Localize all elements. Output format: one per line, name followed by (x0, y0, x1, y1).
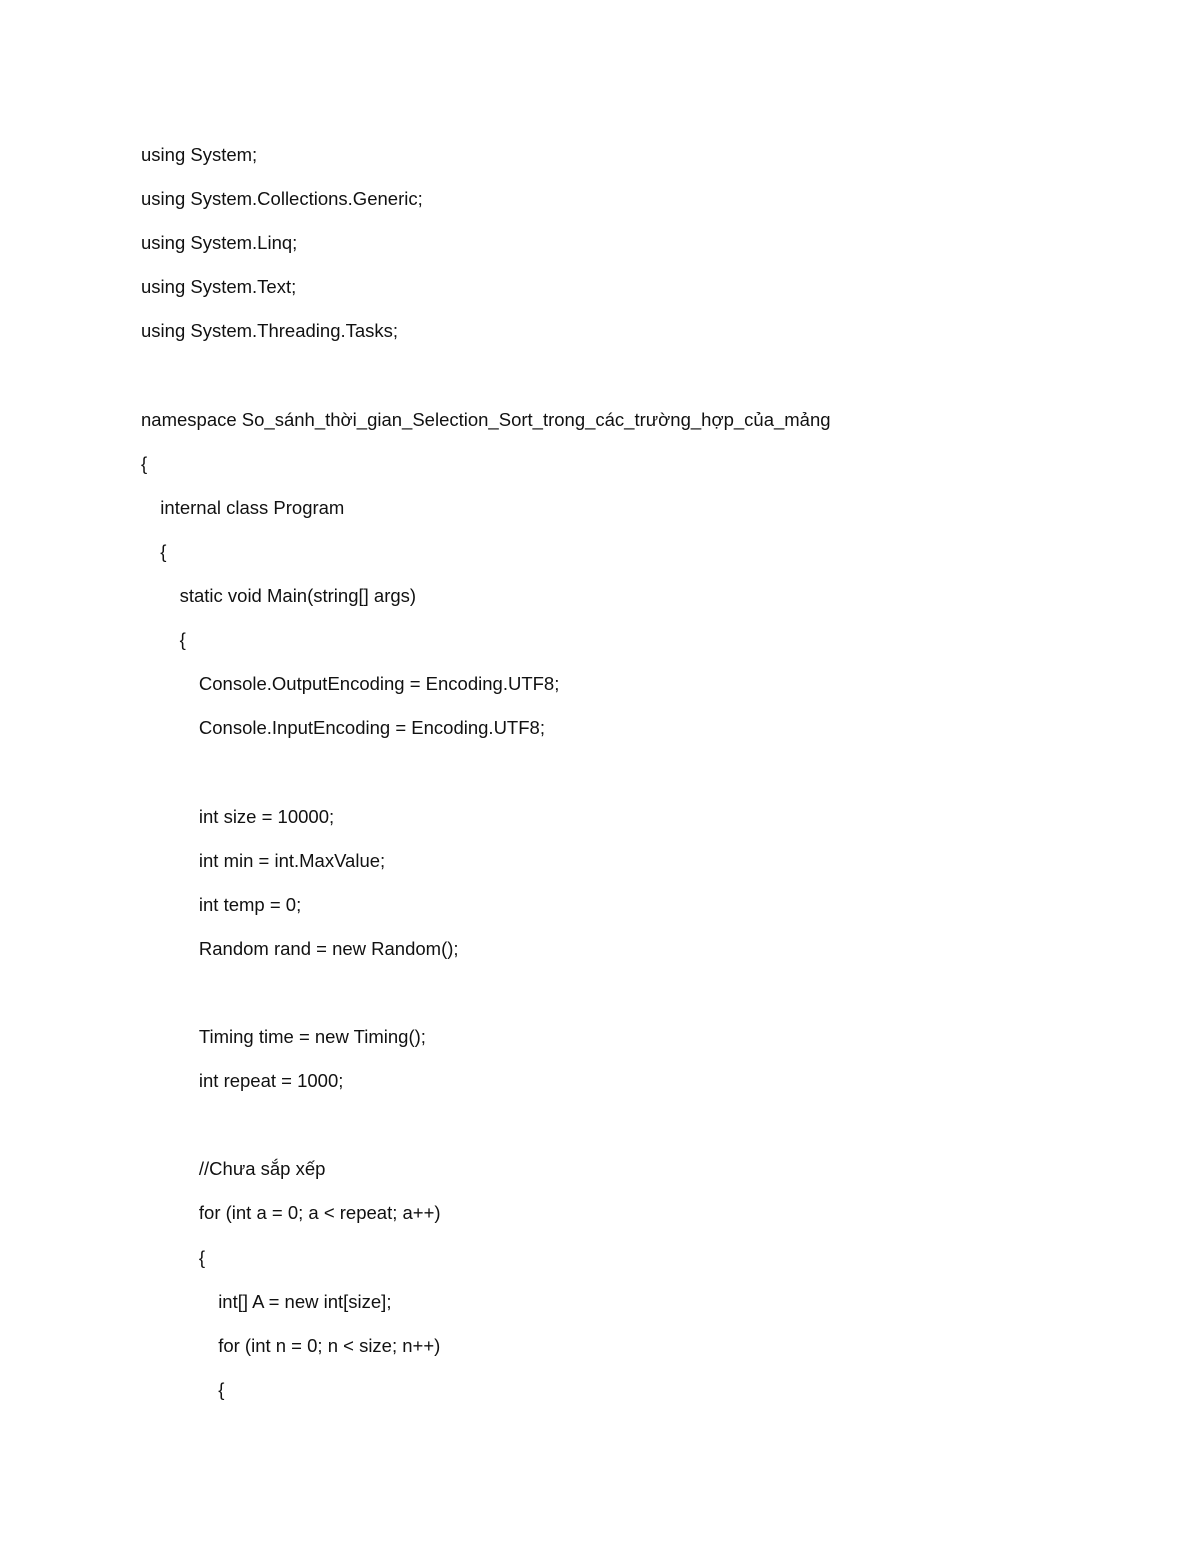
code-line: using System.Threading.Tasks; (141, 320, 399, 342)
code-line: int repeat = 1000; (198, 1070, 344, 1092)
code-line: internal class Program (160, 496, 345, 518)
code-line: Console.OutputEncoding = Encoding.UTF8; (198, 673, 560, 695)
code-line: { (198, 1246, 206, 1268)
code-line: int temp = 0; (198, 893, 302, 915)
code-line: Timing time = new Timing(); (198, 1026, 426, 1047)
code-line: Console.InputEncoding = Encoding.UTF8; (198, 717, 545, 739)
code-line: { (218, 1378, 225, 1400)
code-line: { (179, 629, 186, 651)
code-line: using System.Linq; (141, 232, 298, 254)
code-line: int[] A = new int[size]; (218, 1290, 392, 1312)
code-line: int min = int.MaxValue; (198, 849, 386, 871)
code-line: using System; (141, 144, 258, 165)
comment-line: //Chưa sắp xếp (198, 1158, 326, 1180)
code-line: { (141, 452, 148, 474)
code-line: namespace So_sánh_thời_gian_Selection_Sort_trong_các_trường_hợp_của_mảng (141, 408, 831, 430)
code-line: int size = 10000; (198, 805, 335, 827)
code-line: for (int a = 0; a < repeat; a++) (198, 1202, 441, 1224)
code-line: Random rand = new Random(); (198, 937, 459, 959)
code-line: using System.Text; (141, 276, 297, 298)
code-line: for (int n = 0; n < size; n++) (218, 1334, 441, 1356)
code-line: using System.Collections.Generic; (141, 188, 423, 210)
code-line: { (160, 540, 167, 562)
code-line: static void Main(string[] args) (179, 585, 417, 606)
